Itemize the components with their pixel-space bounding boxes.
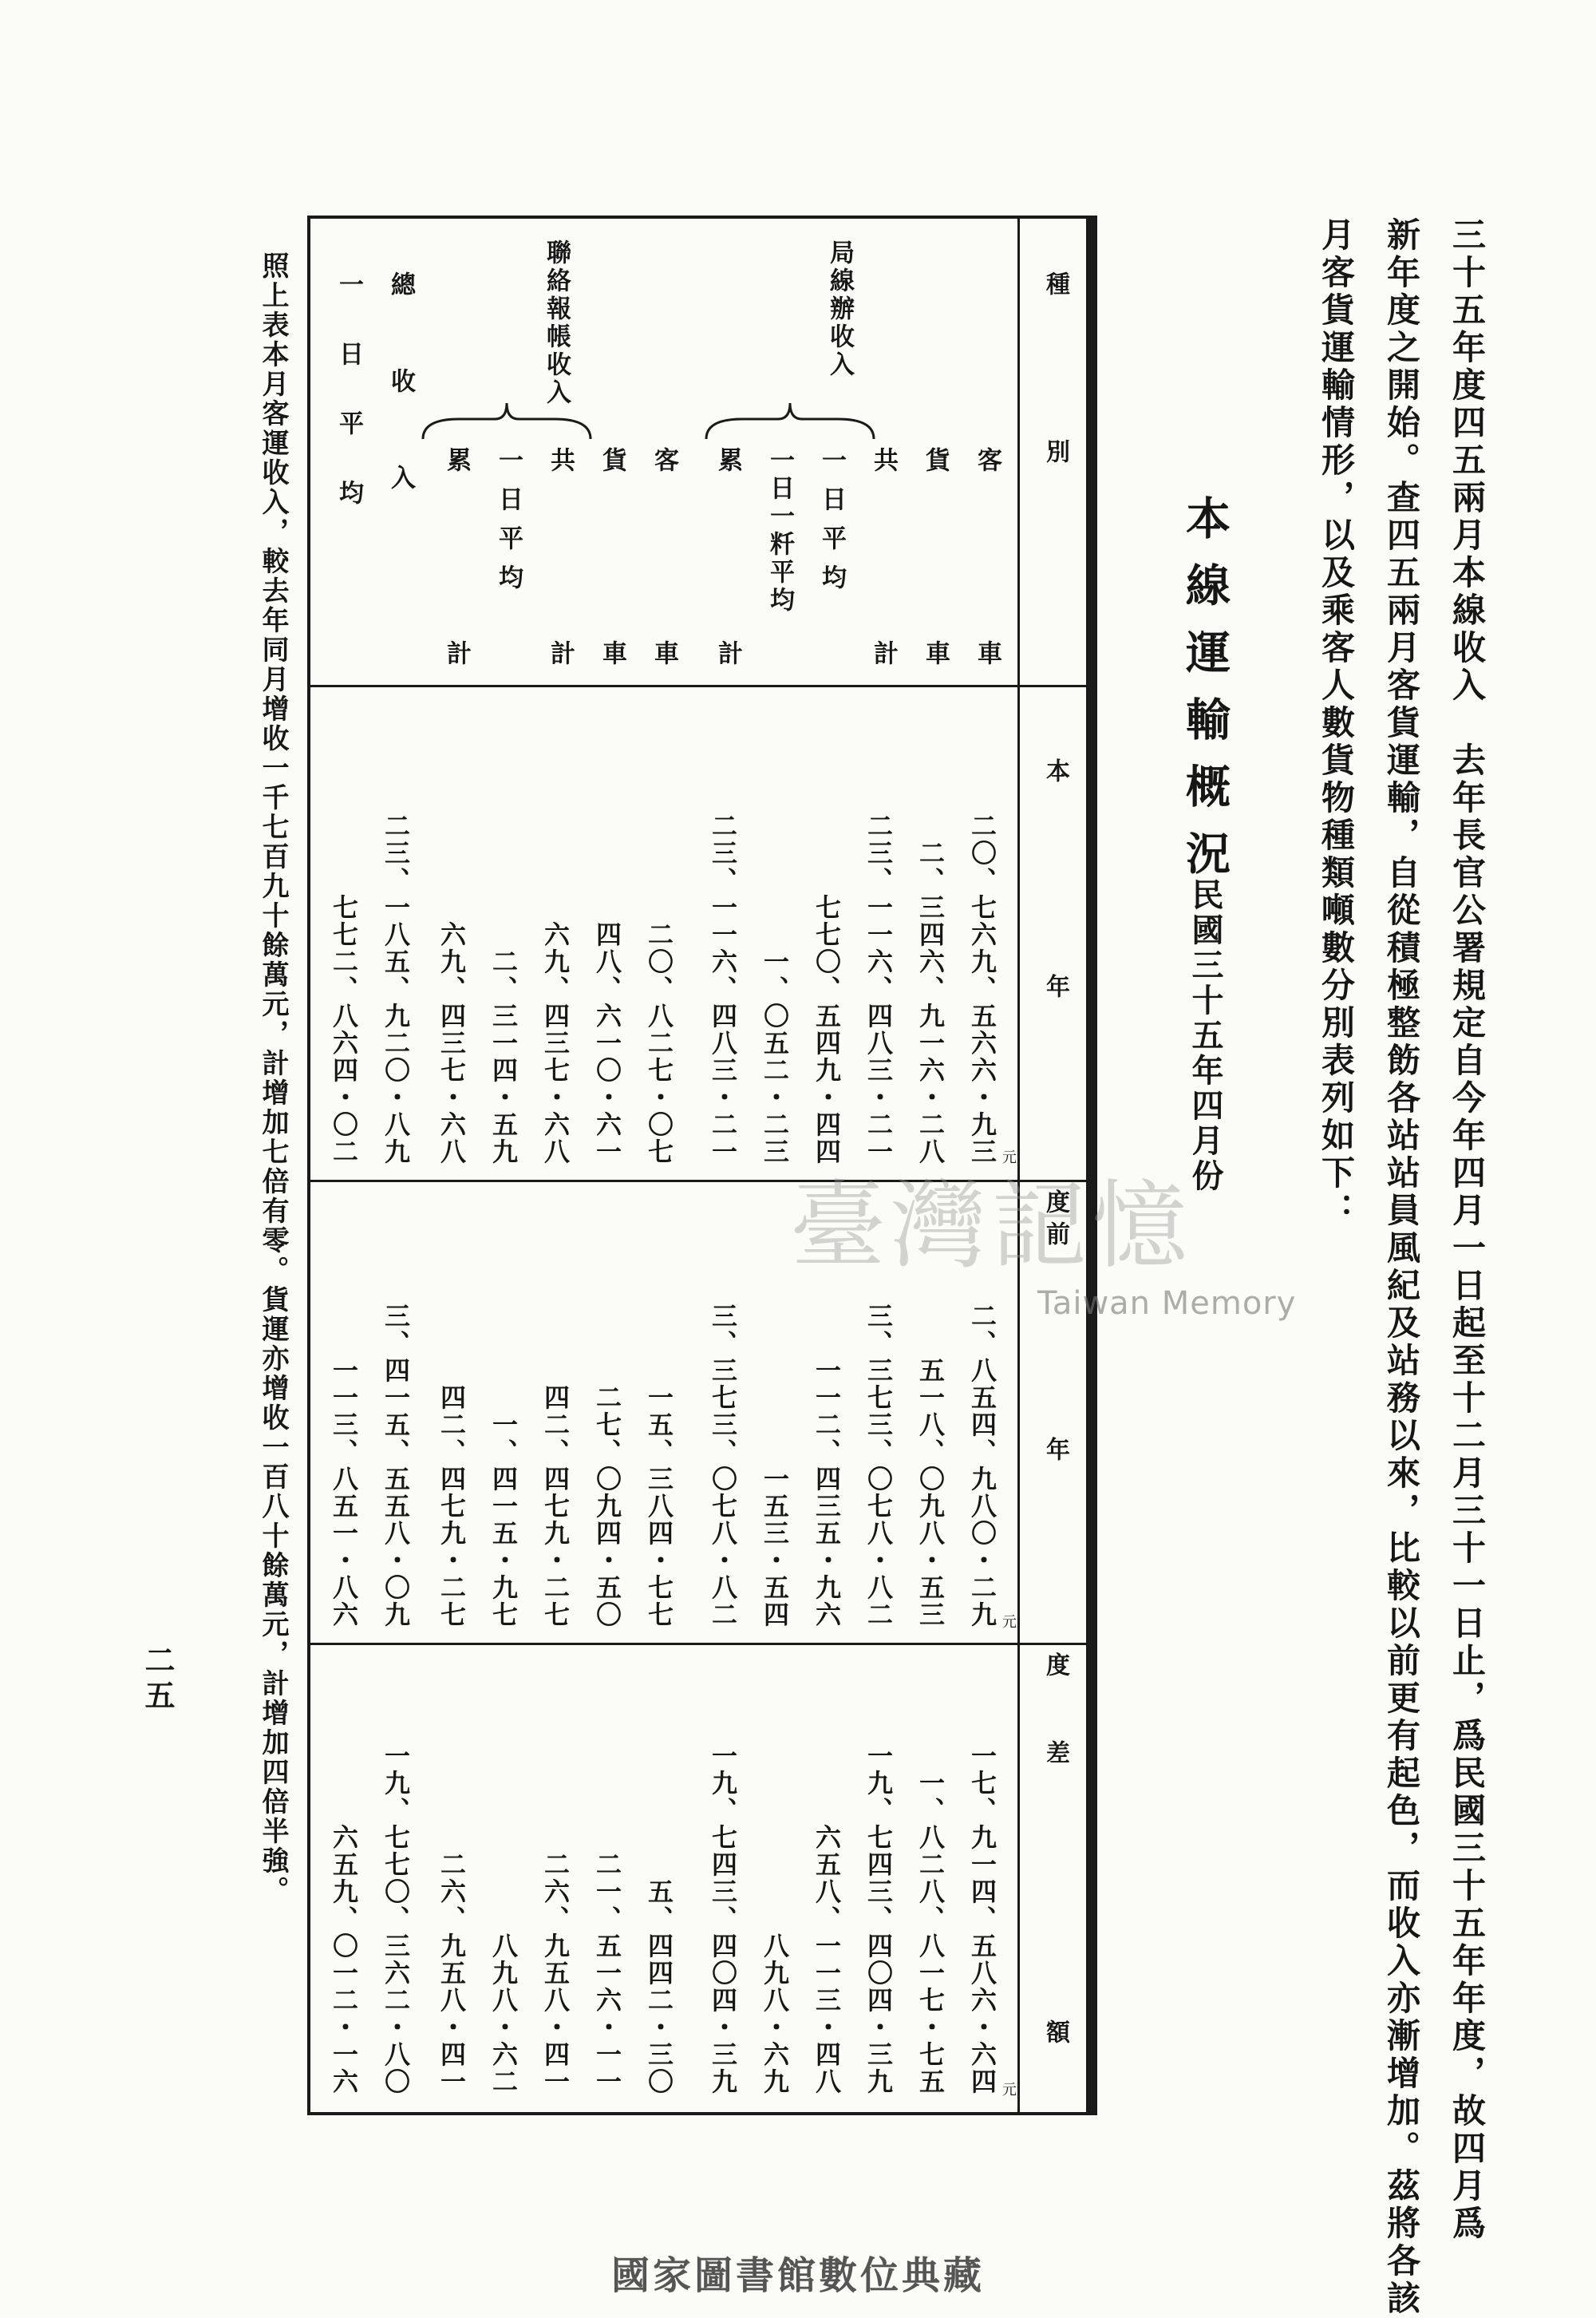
value-diff: 一、八二八、八一七・七五	[915, 1770, 946, 2095]
row-label-total-revenue: 總收入	[386, 271, 415, 561]
value-previous: 一五三・五四	[760, 1466, 790, 1628]
header-previous: 前 年 度	[1041, 1221, 1069, 1724]
value-diff: 一七、九一四、五八六・六四	[967, 1742, 998, 2095]
archive-caption: 國家圖書館數位典藏	[610, 2253, 985, 2298]
value-previous: 四二、四七九・二七	[540, 1384, 571, 1628]
row-label-joint-daily-average: 一日平均	[494, 447, 523, 603]
value-previous: 四二、四七九・二七	[437, 1384, 467, 1628]
value-diff: 二六、九五八・四一	[437, 1851, 467, 2095]
header-category: 種 別	[1041, 271, 1069, 495]
value-current: 四八、六一〇・六一	[592, 921, 622, 1165]
prose-line-2: 新年度之開始。查四五兩月客貨運輸，自從積極整飭各站站員風紀及站務以來，比較以前更有起色，而收入亦漸增加。茲將各該	[1382, 217, 1421, 2318]
heading-line	[1443, 217, 1491, 2243]
row-label-daily-per-km: 一日一粁平均	[765, 447, 794, 615]
value-diff: 八九八・六九	[760, 1932, 790, 2095]
value-current: 二〇、八二七・〇七	[644, 921, 674, 1165]
value-previous: 三、三七三、〇七八・八二	[863, 1303, 894, 1628]
row-label-passenger: 客 車	[973, 447, 1001, 737]
prose-line-3: 月客貨運輸情形，以及乘客人數貨物種類噸數分別表列如下：	[1317, 217, 1356, 1230]
value-diff: 二六、九五八・四一	[540, 1851, 571, 2095]
group-local-revenue: 局線辦收入	[825, 239, 854, 379]
row-label-daily-average: 一日平均	[817, 447, 846, 603]
group-joint-revenue: 聯絡報帳收入	[542, 239, 571, 407]
value-previous: 二、八五四、九八〇・二九	[967, 1303, 998, 1628]
value-previous: 一五、三八四・七七	[644, 1384, 674, 1628]
brace-local	[702, 399, 878, 447]
unit-mark: 元	[1000, 2082, 1017, 2096]
value-previous: 五一八、〇九八・五三	[915, 1357, 946, 1628]
value-diff: 一九、七四三、四〇四・三九	[708, 1742, 738, 2095]
value-current: 六九、四三七・六八	[540, 921, 571, 1165]
section-date: 民國三十五年四月份	[1187, 878, 1224, 1194]
header-diff: 差 額	[1041, 1740, 1069, 2075]
footnote: 照上表本月客運收入，較去年同月增收一千七百九十餘萬元，計增加七倍有零。貨運亦增收一百八十餘萬元，計增加四倍半強。	[257, 251, 289, 1905]
header-current: 本 年 度	[1041, 758, 1069, 1261]
value-current: 二三、一八五、九二〇・八九	[381, 813, 411, 1165]
value-current: 七七〇、五四九・四四	[812, 894, 842, 1165]
value-diff: 八九八・六二	[488, 1932, 519, 2095]
section-title: 本線運輸概況	[1179, 495, 1231, 897]
value-current: 二三、一一六、四八三・二一	[863, 813, 894, 1165]
unit-mark: 元	[1000, 1149, 1017, 1164]
section-heading: 三十五年度四五兩月本線收入	[1448, 217, 1487, 705]
row-label-joint-freight: 貨 車	[598, 447, 626, 737]
value-current: 二〇、七六九、五六六・九三	[967, 813, 998, 1165]
row-label-joint-subtotal: 共 計	[546, 447, 575, 737]
value-diff: 五、四四二・三〇	[644, 1878, 674, 2095]
row-label-joint-passenger: 客 車	[650, 447, 678, 737]
heading-text: 去年長官公署規定自今年四月一日起至十二月三十一日止，爲民國三十五年年度，故四月爲	[1448, 742, 1487, 2243]
value-previous: 一、四一五・九七	[488, 1411, 519, 1628]
watermark-text: Taiwan Memory	[1037, 1285, 1297, 1322]
value-current: 二三、一一六、四八三・二一	[708, 813, 738, 1165]
watermark-logo: 臺灣記憶	[790, 1171, 1192, 1282]
row-label-freight: 貨 車	[921, 447, 950, 737]
brace-joint	[419, 399, 595, 447]
value-diff: 六五八、一一三・四八	[812, 1824, 842, 2095]
value-diff: 二一、五一六・一一	[592, 1851, 622, 2095]
value-diff: 一九、七四三、四〇四・三九	[863, 1742, 894, 2095]
value-current: 二、三四六、九一六・二八	[915, 840, 946, 1165]
value-current: 七七二、八六四・〇二	[329, 894, 359, 1165]
value-previous: 一一二、四三五・九六	[812, 1357, 842, 1628]
value-current: 二、三一四・五九	[488, 948, 519, 1165]
row-divider-2	[307, 1643, 1097, 1645]
value-previous: 二七、〇九四・五〇	[592, 1384, 622, 1628]
value-diff: 六五九、〇一二・一六	[329, 1824, 359, 2095]
value-diff: 一九、七七〇、三六二・八〇	[381, 1742, 411, 2095]
row-label-total-daily-average: 一日平均	[334, 271, 363, 549]
value-previous: 一一三、八五一・八六	[329, 1357, 359, 1628]
row-label-joint-cumulative: 累 計	[442, 447, 471, 737]
unit-mark: 元	[1000, 1614, 1017, 1628]
value-current: 一、〇五二・二三	[760, 948, 790, 1165]
value-previous: 三、四一五、五五八・〇九	[381, 1303, 411, 1628]
value-previous: 三、三七三、〇七八・八二	[708, 1303, 738, 1628]
row-label-subtotal: 共 計	[869, 447, 898, 737]
value-current: 六九、四三七・六八	[437, 921, 467, 1165]
row-label-cumulative: 累 計	[713, 447, 742, 737]
page-number: 二五	[140, 1644, 176, 1715]
